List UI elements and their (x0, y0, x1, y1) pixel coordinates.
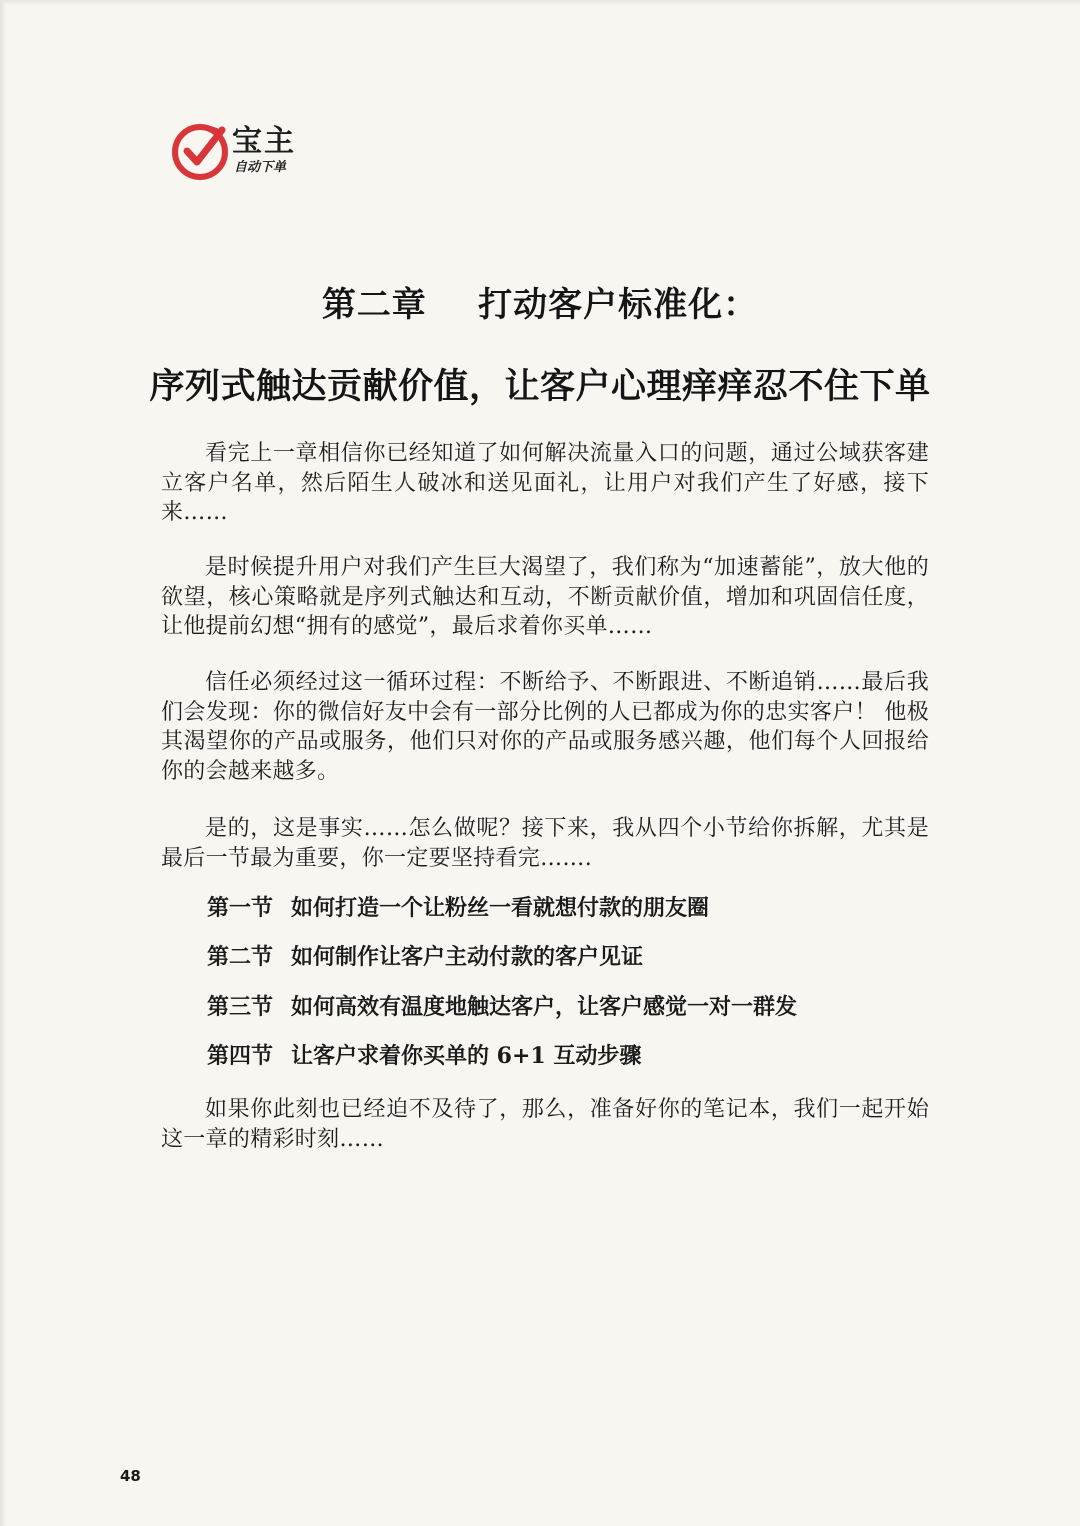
section-item (207, 1041, 929, 1072)
section-item (207, 942, 929, 973)
section-title: 如何高效有温度地触达客户，让客户感觉一对一群发 (291, 994, 798, 1020)
scan-edge-left (0, 0, 6, 1526)
section-title: 让客户求着你买单的 6+1 互动步骤 (291, 1043, 642, 1069)
chapter-subtitle: 序列式触达贡献价值，让客户心理痒痒忍不住下单 (149, 367, 931, 407)
section-item (207, 992, 929, 1023)
paragraph-closing: 如果你此刻也已经迫不及待了，那么，准备好你的笔记本，我们一起开始这一章的精彩时刻…… (161, 1097, 929, 1152)
chapter-title: 第二章 打动客户标准化： (321, 285, 759, 325)
paragraph-outline-intro: 是的，这是事实……怎么做呢？接下来，我从四个小节给你拆解，尤其是最后一节最为重要，你一定要坚持看完……. (161, 816, 929, 871)
section-number: 第一节 (207, 895, 274, 921)
logo-name: 宝主 (232, 124, 296, 159)
section-number: 第三节 (207, 994, 274, 1020)
section-title: 如何制作让客户主动付款的客户见证 (291, 944, 644, 970)
brand-logo (170, 118, 320, 188)
scan-edge-top (0, 0, 1080, 5)
section-number: 第二节 (207, 944, 274, 970)
paragraph-acceleration: 是时候提升用户对我们产生巨大渴望了，我们称为“加速蓄能”，放大他的欲望，核心策略就是序列式触达和互动，不断贡献价值，增加和巩固信任度，让他提前幻想“拥有的感觉”，最后求着你买单…… (161, 555, 929, 639)
paragraph-intro: 看完上一章相信你已经知道了如何解决流量入口的问题，通过公域获客建立客户名单，然后陌生人破冰和送见面礼，让用户对我们产生了好感，接下来…… (161, 441, 929, 525)
page-number: 48 (120, 1467, 141, 1485)
check-badge-icon (170, 118, 230, 184)
section-number: 第四节 (207, 1043, 274, 1069)
section-title: 如何打造一个让粉丝一看就想付款的朋友圈 (291, 895, 710, 921)
section-item (207, 893, 929, 924)
logo-tagline: 自动下单 (234, 160, 287, 175)
paragraph-trust-cycle: 信任必须经过这一循环过程：不断给予、不断跟进、不断追销……最后我们会发现：你的微信好友中会有一部分比例的人已都成为你的忠实客户！ 他极其渴望你的产品或服务，他们只对你的产品或服务感兴趣，他们每个人回报给你的会越来越多。 (161, 670, 929, 784)
